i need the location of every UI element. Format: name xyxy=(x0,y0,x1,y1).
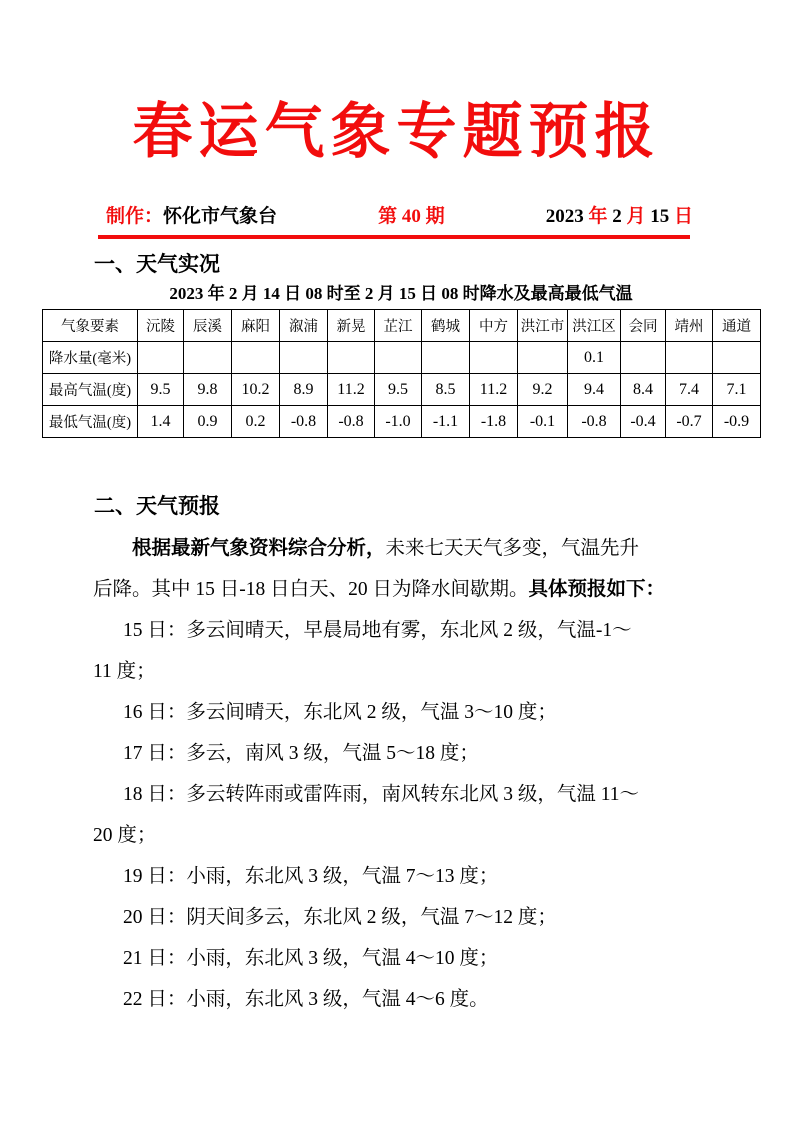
intro-line xyxy=(93,569,697,610)
intro-text: 根据最新气象资料综合分析， xyxy=(132,538,386,559)
table-cell: 0.1 xyxy=(568,342,621,374)
forecast-line: 16 日：多云间晴天，东北风 2 级，气温 3～10 度； xyxy=(123,702,557,723)
table-col-header: 靖州 xyxy=(666,310,713,342)
document-title: 春运气象专题预报 xyxy=(132,97,661,167)
producer-label: 制作： xyxy=(106,206,164,227)
date-part: 15 xyxy=(650,206,674,227)
forecast-line: 21 日：小雨，东北风 3 级，气温 4～10 度； xyxy=(123,948,499,969)
table-row xyxy=(43,406,761,438)
producer-name: 怀化市气象台 xyxy=(163,206,278,227)
table-cell: 7.4 xyxy=(666,374,713,406)
forecast-list xyxy=(93,610,697,1020)
table-cell: 8.4 xyxy=(621,374,666,406)
table-cell xyxy=(713,342,761,374)
table-row xyxy=(43,342,761,374)
producer xyxy=(106,204,277,229)
table-cell: 9.5 xyxy=(375,374,422,406)
table-cell: -0.8 xyxy=(568,406,621,438)
forecast-line: 15 日：多云间晴天，早晨局地有雾，东北风 2 级，气温-1～ xyxy=(123,620,632,641)
weather-table xyxy=(42,309,761,438)
forecast-item xyxy=(93,979,697,1020)
forecast-line: 17 日：多云，南风 3 级，气温 5～18 度； xyxy=(123,743,479,764)
issue-date xyxy=(546,204,693,229)
table-cell: -0.8 xyxy=(280,406,328,438)
forecast-item xyxy=(93,938,697,979)
table-cell: -1.0 xyxy=(375,406,422,438)
table-row-label: 最低气温(度) xyxy=(43,406,138,438)
table-cell xyxy=(518,342,568,374)
table-cell xyxy=(375,342,422,374)
table-cell: -0.1 xyxy=(518,406,568,438)
date-part: 2023 xyxy=(545,206,589,227)
table-cell xyxy=(328,342,375,374)
table-col-header: 新晃 xyxy=(328,310,375,342)
date-part: 日 xyxy=(673,206,693,227)
forecast-line: 19 日：小雨，东北风 3 级，气温 7～13 度； xyxy=(123,866,499,887)
date-part: 月 xyxy=(626,206,651,227)
table-col-header: 气象要素 xyxy=(43,310,138,342)
table-cell: 9.2 xyxy=(518,374,568,406)
table-header-row xyxy=(43,310,761,342)
date-part: 年 xyxy=(588,206,613,227)
red-divider xyxy=(98,235,690,239)
table-col-header: 麻阳 xyxy=(232,310,280,342)
table-col-header: 通道 xyxy=(713,310,761,342)
table-cell xyxy=(422,342,470,374)
date-part: 2 xyxy=(612,206,627,227)
section1-heading: 一、天气实况 xyxy=(94,253,220,276)
table-cell: 9.4 xyxy=(568,374,621,406)
table-cell: 9.5 xyxy=(138,374,184,406)
table-col-header: 溆浦 xyxy=(280,310,328,342)
table-col-header: 鹤城 xyxy=(422,310,470,342)
table-row xyxy=(43,374,761,406)
table-row-label: 最高气温(度) xyxy=(43,374,138,406)
forecast-item xyxy=(93,733,697,774)
table-cell: -0.9 xyxy=(713,406,761,438)
table-cell xyxy=(470,342,518,374)
table-cell xyxy=(280,342,328,374)
intro-text: 后降。其中 15 日-18 日白天、20 日为降水间歇期。 xyxy=(93,579,529,600)
forecast-line: 20 度； xyxy=(93,825,157,846)
table-cell xyxy=(184,342,232,374)
table-col-header: 洪江区 xyxy=(568,310,621,342)
table-col-header: 中方 xyxy=(470,310,518,342)
table-row-label: 降水量(毫米) xyxy=(43,342,138,374)
forecast-line: 18 日：多云转阵雨或雷阵雨，南风转东北风 3 级，气温 11～ xyxy=(123,784,640,805)
table-cell: -1.1 xyxy=(422,406,470,438)
table-col-header: 沅陵 xyxy=(138,310,184,342)
table-cell: -1.8 xyxy=(470,406,518,438)
forecast-line: 11 度； xyxy=(93,661,156,682)
table-cell: 8.5 xyxy=(422,374,470,406)
table-col-header: 辰溪 xyxy=(184,310,232,342)
table-cell: 11.2 xyxy=(328,374,375,406)
forecast-item xyxy=(93,856,697,897)
table-cell: 9.8 xyxy=(184,374,232,406)
meta-row xyxy=(106,204,693,229)
forecast-item xyxy=(93,610,697,692)
table-cell xyxy=(621,342,666,374)
table-cell: 0.9 xyxy=(184,406,232,438)
table-cell: -0.7 xyxy=(666,406,713,438)
intro-text: 具体预报如下： xyxy=(528,579,666,600)
forecast-line: 20 日：阴天间多云，东北风 2 级，气温 7～12 度； xyxy=(123,907,557,928)
table-title: 2023 年 2 月 14 日 08 时至 2 月 15 日 08 时降水及最高最低气温 xyxy=(169,284,633,303)
forecast-intro xyxy=(93,528,697,610)
table-cell: 1.4 xyxy=(138,406,184,438)
table-cell: -0.8 xyxy=(328,406,375,438)
forecast-line: 22 日：小雨，东北风 3 级，气温 4～6 度。 xyxy=(123,989,489,1010)
intro-line xyxy=(93,528,697,569)
table-cell: 0.2 xyxy=(232,406,280,438)
table-cell: -0.4 xyxy=(621,406,666,438)
intro-text: 未来七天天气多变，气温先升 xyxy=(385,538,640,559)
table-cell: 10.2 xyxy=(232,374,280,406)
forecast-item xyxy=(93,774,697,856)
table-col-header: 会同 xyxy=(621,310,666,342)
forecast-item xyxy=(93,897,697,938)
table-cell xyxy=(138,342,184,374)
table-col-header: 洪江市 xyxy=(518,310,568,342)
section2-heading: 二、天气预报 xyxy=(94,495,220,518)
table-cell: 8.9 xyxy=(280,374,328,406)
issue-number: 第 40 期 xyxy=(378,206,445,227)
table-cell: 11.2 xyxy=(470,374,518,406)
forecast-item xyxy=(93,692,697,733)
table-col-header: 芷江 xyxy=(375,310,422,342)
table-cell xyxy=(666,342,713,374)
table-cell: 7.1 xyxy=(713,374,761,406)
table-cell xyxy=(232,342,280,374)
